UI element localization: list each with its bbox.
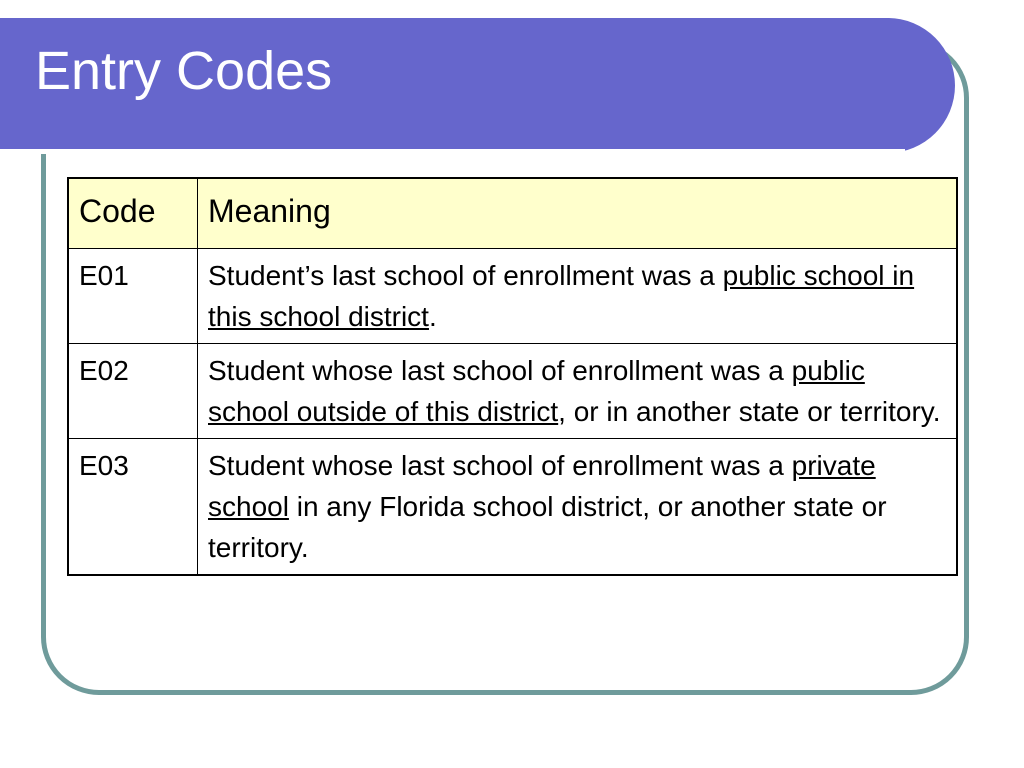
table-row — [68, 344, 957, 439]
table-body — [68, 249, 957, 576]
page-title: Entry Codes — [35, 41, 333, 101]
table-row — [68, 249, 957, 344]
meaning-cell — [198, 439, 958, 576]
entry-codes-table — [67, 177, 958, 576]
meaning-segment: in any Florida school district, or another state or territory. — [208, 491, 887, 563]
table-header-row — [68, 178, 957, 249]
meaning-segment: , or in another state or territory. — [558, 396, 941, 427]
code-cell: E03 — [68, 439, 198, 576]
meaning-cell — [198, 344, 958, 439]
header-meaning: Meaning — [198, 178, 958, 249]
meaning-underlined-segment: private school — [208, 450, 876, 522]
meaning-cell — [198, 249, 958, 344]
meaning-underlined-segment: this school district — [208, 301, 429, 332]
meaning-underlined-segment: public school outside of this district — [208, 355, 865, 427]
meaning-segment: . — [428, 301, 437, 332]
meaning-segment: Student whose last school of enrollment was a — [208, 355, 792, 386]
title-underline — [0, 149, 905, 154]
meaning-underlined-segment: public school in — [722, 260, 915, 291]
meaning-segment: Student whose last school of enrollment was a — [208, 450, 792, 481]
code-cell: E01 — [68, 249, 198, 344]
meaning-segment: Student’s last school of enrollment was a — [208, 260, 723, 291]
code-cell: E02 — [68, 344, 198, 439]
header-code: Code — [68, 178, 198, 249]
table-row — [68, 439, 957, 576]
